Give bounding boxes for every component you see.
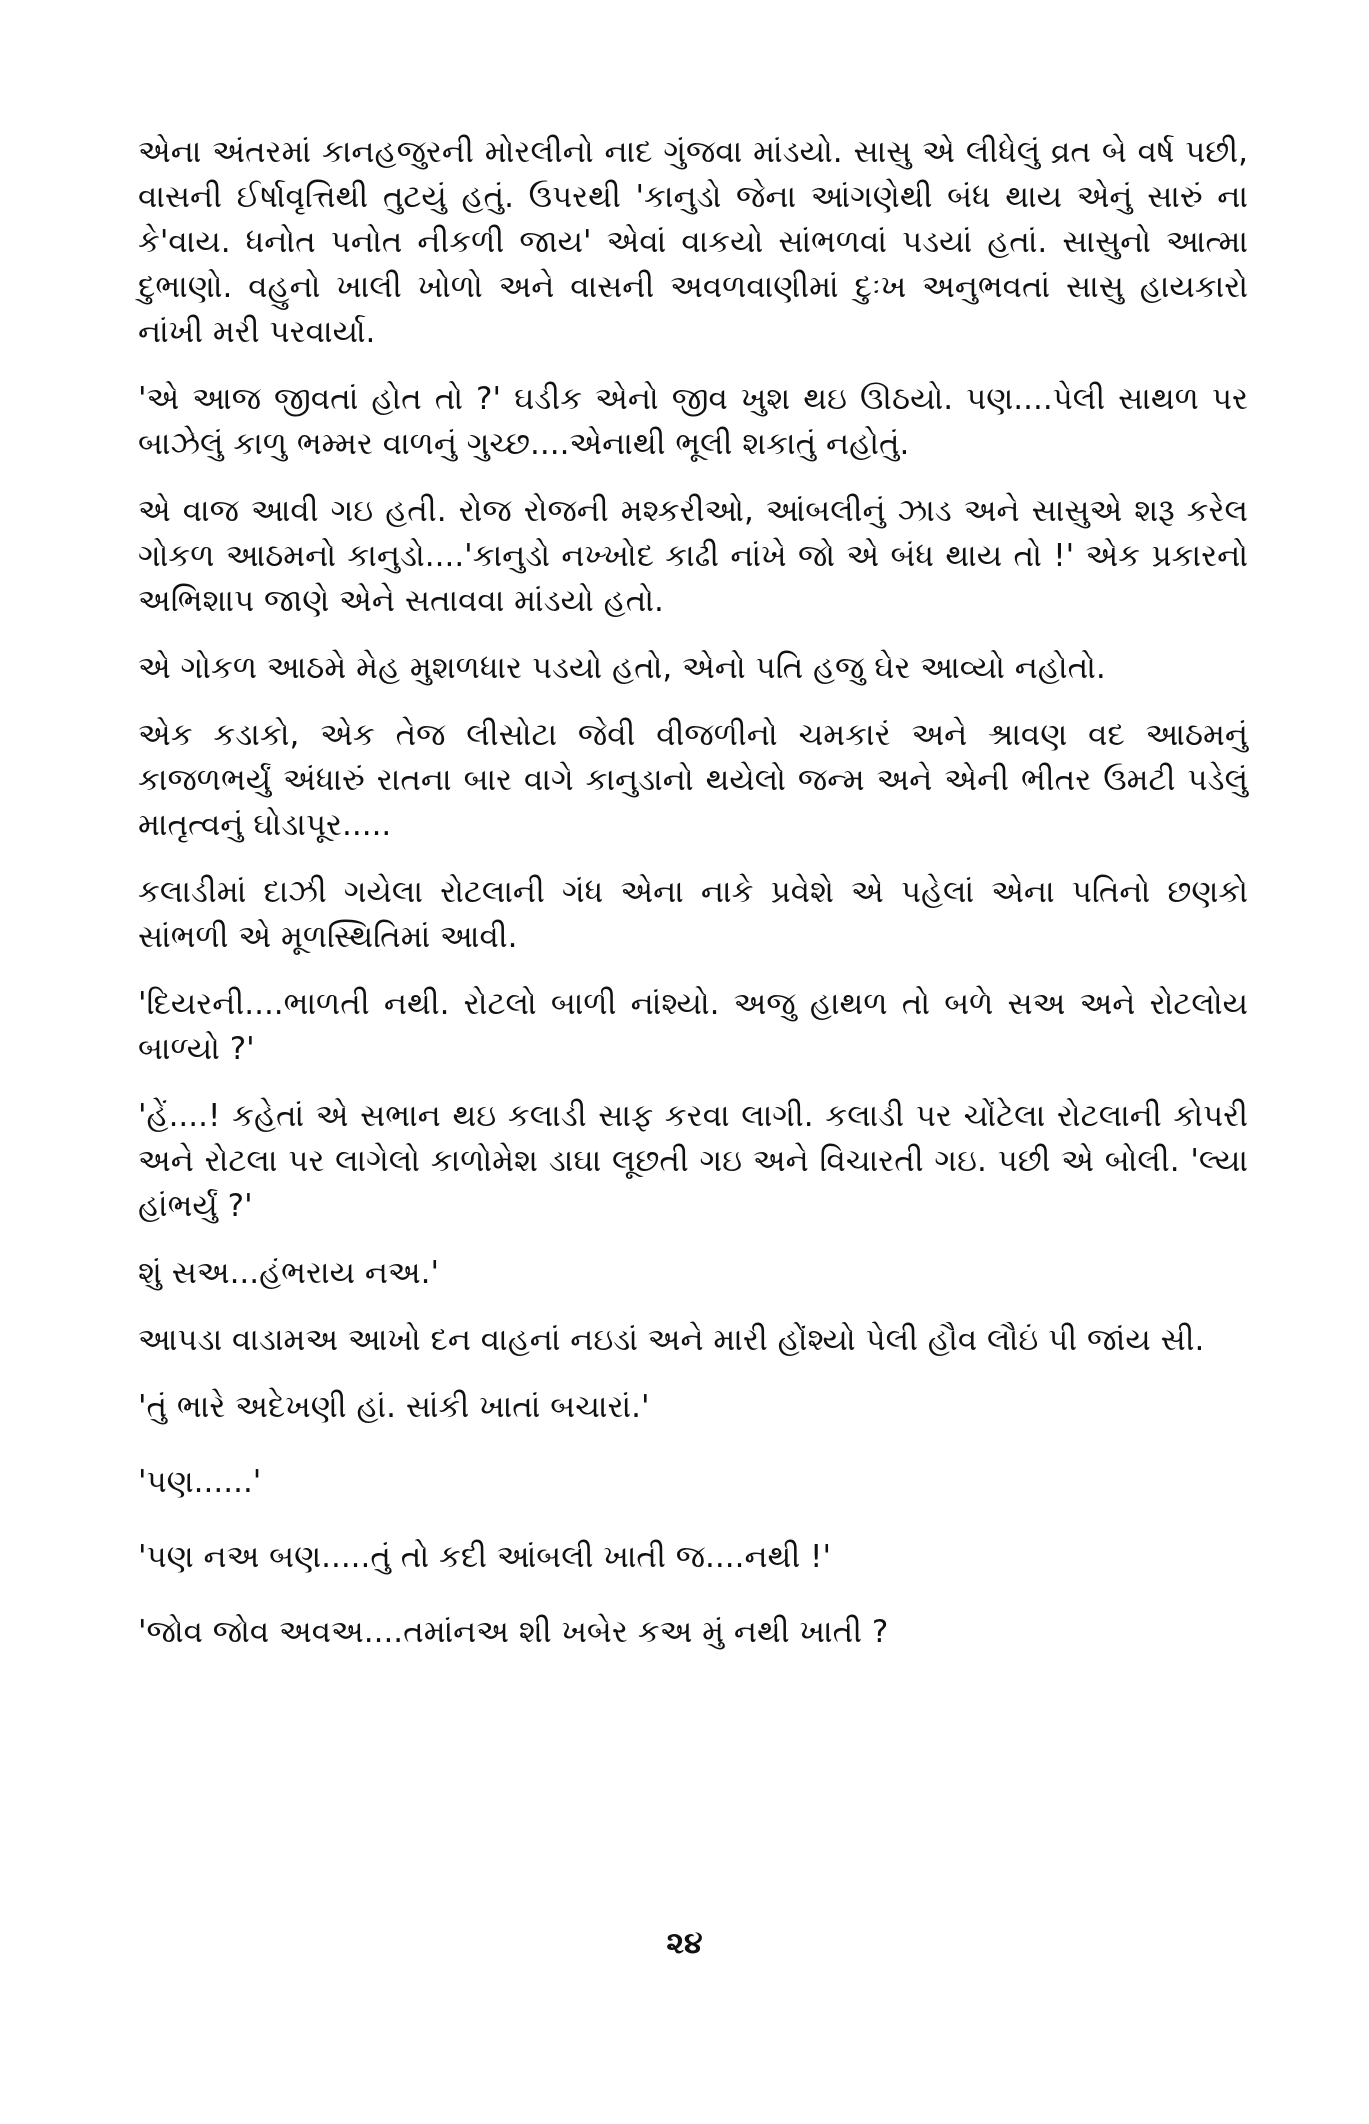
paragraph-3: એ વાજ આવી ગઇ હતી. રોજ રોજની મશ્કરીઓ, આંબલીનું ઝાડ અને સાસુએ શરૂ કરેલ ગોકળ આઠમનો કાનુડો....'કાનુડો નખ્ખોદ કાઢી નાંખે જો એ બંધ થાય તો !' એક પ્રકારનો અભિશાપ જાણે એને સતાવવા માંડયો હતો. [138,493,1248,619]
paragraph-6: કલાડીમાં દાઝી ગયેલા રોટલાની ગંધ એના નાકે પ્રવેશે એ પહેલાં એના પતિનો છણકો સાંભળી એ મૂળસ્થિતિમાં આવી. [138,874,1248,955]
paragraph-2: 'એ આજ જીવતાં હોત તો ?' ઘડીક એનો જીવ ખુશ થઇ ઊઠયો. પણ....પેલી સાથળ પર બાઝેલું કાળુ ભમ્મર વાળનું ગુચ્છ....એનાથી ભૂલી શકાતું નહોતું. [138,381,1248,462]
paragraph-8: 'હેં....! કહેતાં એ સભાન થઇ કલાડી સાફ કરવા લાગી. કલાડી પર ચોંટેલા રોટલાની કોપરી અને રોટલા પર લાગેલો કાળોમેશ ડાઘા લૂછતી ગઇ અને વિચારતી ગઇ. પછી એ બોલી. 'લ્યા હાંભર્યું ?' [138,1098,1248,1224]
paragraph-14: 'જોવ જોવ અવઅ....તમાંનઅ શી ખબેર કઅ મું નથી ખાતી ? [138,1614,889,1650]
page-text-body [138,130,1248,1685]
paragraph-13: 'પણ નઅ બણ.....તું તો કદી આંબલી ખાતી જ....નથી !' [138,1539,831,1575]
page-number: ૨૪ [666,1926,703,1961]
paragraph-1: એના અંતરમાં કાનહજુરની મોરલીનો નાદ ગુંજવા માંડયો. સાસુ એ લીધેલું વ્રત બે વર્ષ પછી, વાસની ઈર્ષાવૃત્તિથી તુટયું હતું. ઉપરથી 'કાનુડો જેના આંગણેથી બંધ થાય એનું સારું ના કે'વાય. ધનોત પનોત નીકળી જાય' એવાં વાકયો સાંભળવાં પડયાં હતાં. સાસુનો આત્મા દુભાણો. વહુનો ખાલી ખોળો અને વાસની અવળવાણીમાં દુઃખ અનુભવતાં સાસુ હાયકારો નાંખી મરી પરવાર્યા. [138,134,1248,350]
paragraph-4: એ ગોકળ આઠમે મેહ મુશળધાર પડયો હતો, એનો પતિ હજુ ઘેર આવ્યો નહોતો. [138,650,1106,686]
paragraph-11: 'તું ભારે અદેખણી હાં. સાંકી ખાતાં બચારાં.' [138,1389,650,1425]
paragraph-5: એક કડાકો, એક તેજ લીસોટા જેવી વીજળીનો ચમકારં અને શ્રાવણ વદ આઠમનું કાજળભર્યું અંધારું રાતના બાર વાગે કાનુડાનો થયેલો જન્મ અને એની ભીતર ઉમટી પડેલું માતૃત્વનું ઘોડાપૂર..... [138,717,1248,843]
paragraph-9: શું સઅ...હંભરાય નઅ.' [138,1255,440,1291]
paragraph-7: 'દિયરની....ભાળતી નથી. રોટલો બાળી નાંશ્યો. અજુ હાથળ તો બળે સઅ અને રોટલોય બાળ્યો ?' [138,986,1248,1067]
paragraph-12: 'પણ......' [138,1464,262,1500]
paragraph-10: આપડા વાડામઅ આખો દન વાહનાં નઇડાં અને મારી હોંશ્યો પેલી હૌવ લૌઇં પી જાંય સી. [138,1322,1205,1358]
